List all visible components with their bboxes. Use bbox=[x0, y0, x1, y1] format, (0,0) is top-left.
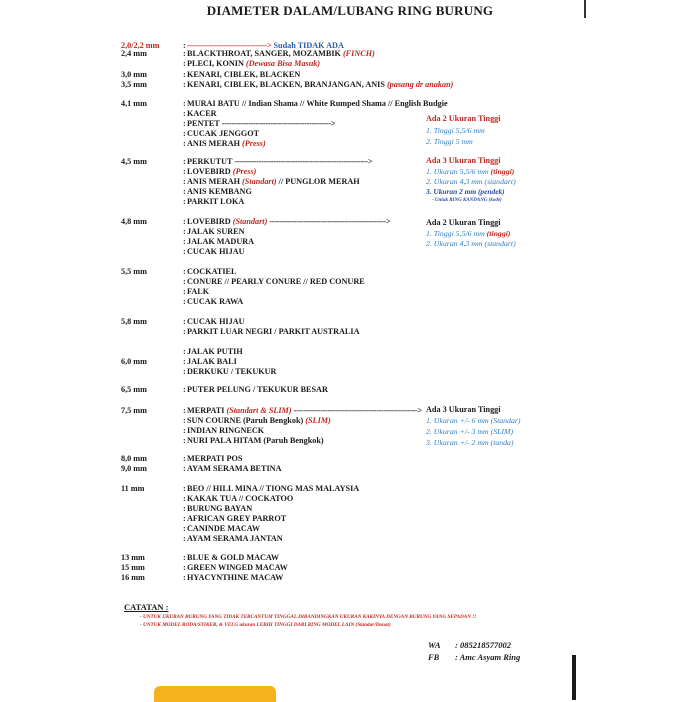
colon-separator: : bbox=[183, 287, 186, 296]
bird-names-text: LOVEBIRD bbox=[187, 217, 231, 226]
bird-names-text: MERPATI bbox=[187, 406, 225, 415]
side-g4-c: 3. Ukuran +/- 2 mm (tanda) bbox=[426, 438, 514, 447]
side-g3-a: 1. Tinggi 5,5/6 mm (tinggi) bbox=[426, 229, 511, 238]
colon-separator: : bbox=[183, 41, 186, 50]
table-row bbox=[0, 366, 700, 377]
side-g2-a: 1. Ukuran 5,5/6 mm (tinggi) bbox=[426, 167, 515, 176]
fb-label: FB bbox=[428, 652, 440, 662]
bird-names-text: BLUE & GOLD MACAW bbox=[187, 553, 280, 562]
colon-separator: : bbox=[183, 464, 186, 473]
colon-separator: : bbox=[183, 177, 186, 186]
bird-note: (Standart & SLIM) bbox=[226, 406, 292, 415]
colon-separator: : bbox=[183, 494, 186, 503]
ring-size: 5,8 mm bbox=[121, 317, 147, 326]
colon-separator: : bbox=[183, 139, 186, 148]
bird-note: (Press) bbox=[232, 167, 257, 176]
table-row bbox=[0, 296, 700, 307]
arrow-line: ---------------------------------------------------> bbox=[293, 406, 422, 415]
bird-names bbox=[187, 533, 283, 544]
ring-size: 6,0 mm bbox=[121, 357, 147, 366]
colon-separator: : bbox=[183, 563, 186, 572]
bird-names bbox=[187, 463, 281, 474]
ring-size: 13 mm bbox=[121, 553, 145, 562]
table-row bbox=[0, 384, 700, 395]
colon-separator: : bbox=[183, 317, 186, 326]
colon-separator: : bbox=[183, 99, 186, 108]
side-g2-head: Ada 3 Ukuran Tinggi bbox=[426, 156, 501, 165]
bird-names bbox=[187, 326, 360, 337]
catatan-label: CATATAN : bbox=[124, 602, 169, 612]
colon-separator: : bbox=[183, 534, 186, 543]
bird-names-text: AYAM SERAMA JANTAN bbox=[187, 534, 283, 543]
bird-names-text: DERKUKU / TEKUKUR bbox=[187, 367, 277, 376]
bird-note: (Standart) bbox=[242, 177, 277, 186]
ring-size: 3,0 mm bbox=[121, 70, 147, 79]
ring-size: 5,5 mm bbox=[121, 267, 147, 276]
table-row bbox=[0, 326, 700, 337]
colon-separator: : bbox=[183, 197, 186, 206]
ring-size: 2,0/2,2 mm bbox=[121, 41, 160, 50]
wa-value: : 085218577002 bbox=[455, 640, 511, 650]
bird-names-text: CANINDE MACAW bbox=[187, 524, 261, 533]
bird-names-text: BLACKTHROAT, SANGER, MOZAMBIK bbox=[187, 49, 341, 58]
colon-separator: : bbox=[183, 109, 186, 118]
bird-names-text: INDIAN RINGNECK bbox=[187, 426, 265, 435]
colon-separator: : bbox=[183, 367, 186, 376]
colon-separator: : bbox=[183, 277, 186, 286]
catatan-note-2: - UNTUK MODEL RODA/STIKER, & VELG ukuran LEBIH TINGGI DARI RING MODEL LAIN (Standar/Donat) bbox=[140, 622, 391, 628]
colon-separator: : bbox=[183, 49, 186, 58]
wa-label: WA bbox=[428, 640, 441, 650]
bird-names-text: CUCAK JENGGOT bbox=[187, 129, 260, 138]
bird-names-text: PLECI, KONIN bbox=[187, 59, 244, 68]
bird-names-text: KAKAK TUA // COCKATOO bbox=[187, 494, 294, 503]
bird-names-text: LOVEBIRD bbox=[187, 167, 231, 176]
ring-size: 11 mm bbox=[121, 484, 145, 493]
bird-names-text: CONURE // PEARLY CONURE // RED CONURE bbox=[187, 277, 365, 286]
ring-size: 8,0 mm bbox=[121, 454, 147, 463]
colon-separator: : bbox=[183, 347, 186, 356]
bird-names-text: JALAK PUTIH bbox=[187, 347, 243, 356]
colon-separator: : bbox=[183, 484, 186, 493]
bird-names-text: CUCAK HIJAU bbox=[187, 317, 245, 326]
fb-value: : Amc Asyam Ring bbox=[455, 652, 521, 662]
side-g1-b: 2. Tinggi 5 mm bbox=[426, 137, 473, 146]
colon-separator: : bbox=[183, 406, 186, 415]
ring-size: 4,5 mm bbox=[121, 157, 147, 166]
ring-size: 4,8 mm bbox=[121, 217, 147, 226]
bird-note: (Dewasa Bisa Masuk) bbox=[245, 59, 321, 68]
bird-names-extra: // PUNGLOR MERAH bbox=[278, 177, 360, 186]
colon-separator: : bbox=[183, 237, 186, 246]
colon-separator: : bbox=[183, 187, 186, 196]
bird-names-text: KACER bbox=[187, 109, 217, 118]
colon-separator: : bbox=[183, 436, 186, 445]
document-title: DIAMETER DALAM/LUBANG RING BURUNG bbox=[206, 3, 494, 18]
bird-names bbox=[187, 58, 320, 69]
ring-size: 15 mm bbox=[121, 563, 145, 572]
bird-names bbox=[187, 572, 283, 583]
bird-names-text: PARKIT LOKA bbox=[187, 197, 245, 206]
table-row bbox=[0, 572, 700, 583]
bird-names-text: SUN COURNE (Paruh Bengkok) bbox=[187, 416, 304, 425]
side-g2-tiny: - Untuk RING KANDANG (kode) bbox=[432, 198, 502, 203]
ring-size: 9,0 mm bbox=[121, 464, 147, 473]
colon-separator: : bbox=[183, 553, 186, 562]
bird-names-text: JALAK SUREN bbox=[187, 227, 245, 236]
table-row bbox=[0, 58, 700, 69]
colon-separator: : bbox=[183, 327, 186, 336]
catatan-note-1: - UNTUK UKURAN BURUNG YANG TIDAK TERCANTUM TINGGAL DIBANDINGKAN UKURAN KAKINYA DENGAN BURUNG YANG SEPADAN !! bbox=[140, 614, 477, 620]
colon-separator: : bbox=[183, 357, 186, 366]
colon-separator: : bbox=[183, 70, 186, 79]
arrow-line: ---------------------------------> bbox=[187, 41, 272, 50]
bird-names-text: PARKIT LUAR NEGRI / PARKIT AUSTRALIA bbox=[187, 327, 360, 336]
arrow-line: -------------------------------------------------------> bbox=[234, 157, 373, 166]
colon-separator: : bbox=[183, 416, 186, 425]
bird-names-text: ANIS KEMBANG bbox=[187, 187, 252, 196]
colon-separator: : bbox=[183, 227, 186, 236]
bird-names bbox=[187, 79, 453, 90]
side-g2-c: 3. Ukuran 2 mm (pendek) bbox=[426, 187, 505, 196]
side-g1-a: 1. Tinggi 5,5/6 mm bbox=[426, 126, 485, 135]
colon-separator: : bbox=[183, 524, 186, 533]
side-g4-head: Ada 3 Ukuran Tinggi bbox=[426, 405, 501, 414]
bird-names-text: AYAM SERAMA BETINA bbox=[187, 464, 282, 473]
bird-names-text: MERPATI POS bbox=[187, 454, 243, 463]
bird-names bbox=[187, 296, 243, 307]
colon-separator: : bbox=[183, 217, 186, 226]
table-row bbox=[0, 533, 700, 544]
ring-size: 3,5 mm bbox=[121, 80, 147, 89]
bird-names-text: JALAK BALI bbox=[187, 357, 237, 366]
colon-separator: : bbox=[183, 247, 186, 256]
ring-size: 2,4 mm bbox=[121, 49, 147, 58]
colon-separator: : bbox=[183, 385, 186, 394]
colon-separator: : bbox=[183, 504, 186, 513]
arrow-line: ---------------------------------------------> bbox=[221, 119, 336, 128]
colon-separator: : bbox=[183, 129, 186, 138]
side-g3-head: Ada 2 Ukuran Tinggi bbox=[426, 218, 501, 227]
bird-note: (FINCH) bbox=[342, 49, 375, 58]
colon-separator: : bbox=[183, 514, 186, 523]
ring-size: 16 mm bbox=[121, 573, 145, 582]
bird-note: (SLIM) bbox=[305, 416, 331, 425]
colon-separator: : bbox=[183, 297, 186, 306]
bird-names-text: COCKATIEL bbox=[187, 267, 237, 276]
colon-separator: : bbox=[183, 59, 186, 68]
bird-names bbox=[187, 366, 276, 377]
bird-names-text: PERKUTUT bbox=[187, 157, 233, 166]
colon-separator: : bbox=[183, 80, 186, 89]
bird-names-text: CUCAK HIJAU bbox=[187, 247, 245, 256]
side-g4-a: 1. Ukuran +/- 6 mm (Standar) bbox=[426, 416, 521, 425]
colon-separator: : bbox=[183, 167, 186, 176]
bird-names-text: BEO // HILL MINA // TIONG MAS MALAYSIA bbox=[187, 484, 360, 493]
bird-names-text: ANIS MERAH bbox=[187, 139, 240, 148]
colon-separator: : bbox=[183, 119, 186, 128]
bird-names-text: PENTET bbox=[187, 119, 220, 128]
bird-note: (pasang dr anakan) bbox=[386, 80, 454, 89]
bird-names-text: PUTER PELUNG / TEKUKUR BESAR bbox=[187, 385, 328, 394]
colon-separator: : bbox=[183, 426, 186, 435]
bird-note: (Press) bbox=[242, 139, 266, 148]
bird-names-text: HYACYNTHINE MACAW bbox=[187, 573, 284, 582]
bird-names-text: FALK bbox=[187, 287, 210, 296]
bird-names-text: NURI PALA HITAM (Paruh Bengkok) bbox=[187, 436, 324, 445]
bird-names-text: BURUNG BAYAN bbox=[187, 504, 253, 513]
bird-note: (Standart) bbox=[232, 217, 268, 226]
colon-separator: : bbox=[183, 267, 186, 276]
side-g2-b: 2. Ukuran 4,3 mm (standart) bbox=[426, 177, 516, 186]
ring-size: 4,1 mm bbox=[121, 99, 147, 108]
side-group-1 bbox=[0, 113, 700, 124]
scan-edge-mark bbox=[572, 655, 576, 700]
bird-names-text: MURAI BATU // Indian Shama // White Rumped Shama // English Budgie bbox=[187, 99, 448, 108]
bird-names-text: KENARI, CIBLEK, BLACKEN bbox=[187, 70, 301, 79]
colon-separator: : bbox=[183, 573, 186, 582]
ring-size: 6,5 mm bbox=[121, 385, 147, 394]
colon-separator: : bbox=[183, 157, 186, 166]
side-g3-b: 2. Ukuran 4,3 mm (standart) bbox=[426, 239, 516, 248]
side-g1-head: Ada 2 Ukuran Tinggi bbox=[426, 114, 501, 123]
side-g4-b: 2. Ukuran +/- 3 mm (SLIM) bbox=[426, 427, 514, 436]
bird-names-text: CUCAK RAWA bbox=[187, 297, 244, 306]
arrow-line: ------------------------------------------------> bbox=[269, 217, 391, 226]
ring-size: 7,5 mm bbox=[121, 406, 147, 415]
bird-names-text: GREEN WINGED MACAW bbox=[187, 563, 288, 572]
table-row bbox=[0, 79, 700, 90]
bird-names-text: JALAK MADURA bbox=[187, 237, 255, 246]
colon-separator: : bbox=[183, 454, 186, 463]
bird-names bbox=[187, 384, 328, 395]
bird-names-text: KENARI, CIBLEK, BLACKEN, BRANJANGAN, ANIS bbox=[187, 80, 385, 89]
bird-names-text: ANIS MERAH bbox=[187, 177, 240, 186]
table-row bbox=[0, 463, 700, 474]
status-note: Sudah TIDAK ADA bbox=[273, 41, 344, 50]
bird-names-text: AFRICAN GREY PARROT bbox=[187, 514, 287, 523]
